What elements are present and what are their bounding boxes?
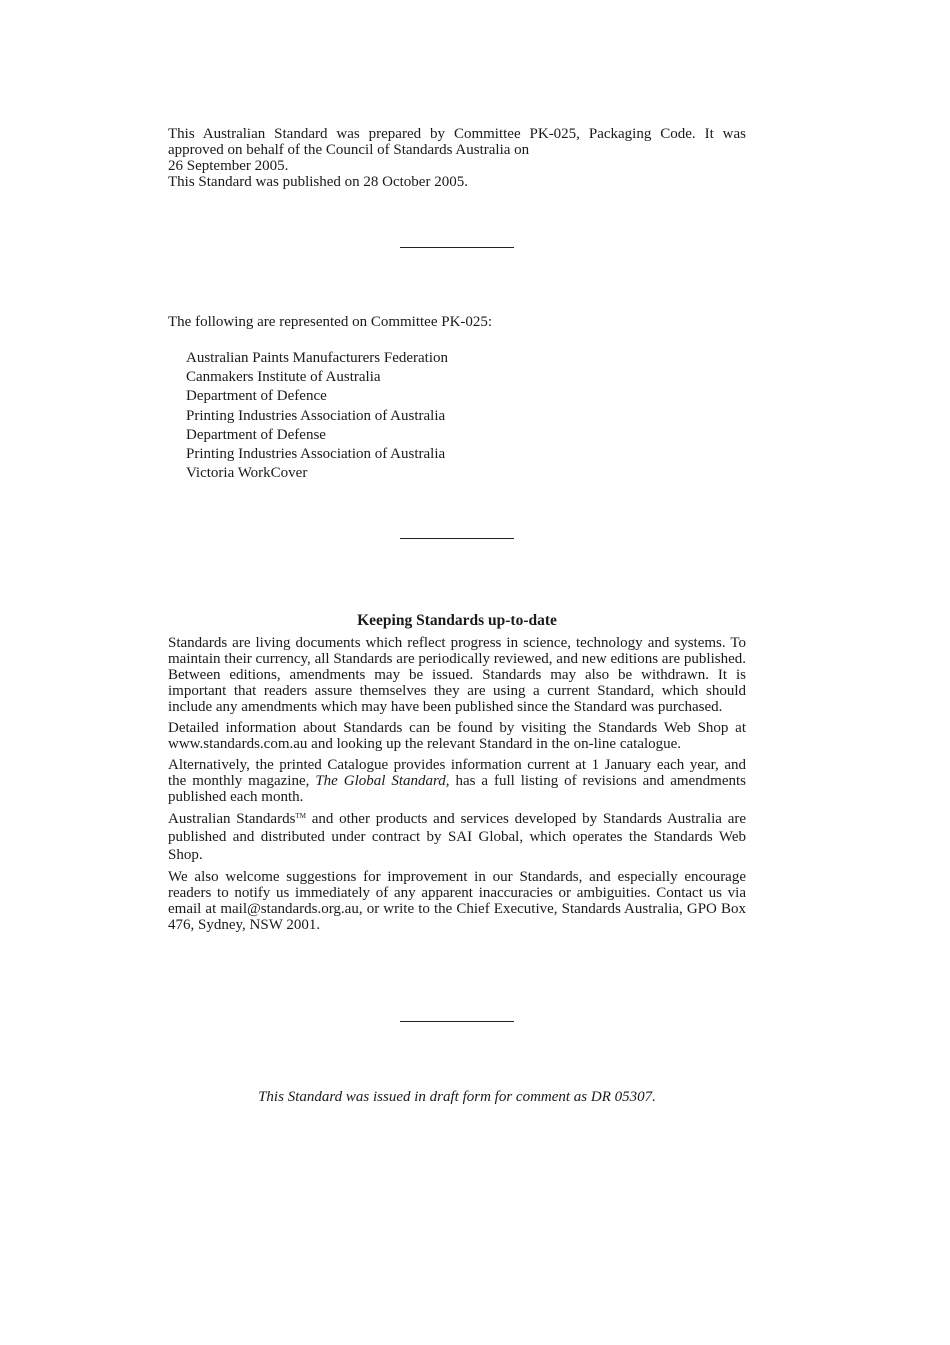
paragraph-text: and other products and services developed by Standards Australia are published and distributed under contract by SAI Global, which operates the Standards Web Shop. [168,811,747,863]
paragraph [168,810,746,864]
paragraph [168,757,746,805]
preparation-line-2: 26 September 2005. [168,158,289,174]
paragraph-text: , has a full listing of revisions and amendments published each month. [168,773,747,805]
magazine-title: The Global Standard [315,773,446,789]
section-heading: Keeping Standards up-to-date [357,612,557,629]
paragraph-text: Australian Standards [168,811,296,827]
committee-member: Printing Industries Association of Australia [186,407,446,424]
paragraph-text: Alternatively, the printed Catalogue provides information current at 1 January each year, and the monthly magazine, [168,757,746,789]
committee-member: Victoria WorkCover [186,465,308,482]
paragraph: Detailed information about Standards can be found by visiting the Standards Web Shop at www.standards.com.au and looking up the relevant Standard in the on-line catalogue. [168,720,746,752]
committee-member: Canmakers Institute of Australia [186,369,381,386]
section-divider [400,1021,514,1022]
section-divider [400,538,514,539]
paragraph: We also welcome suggestions for improvement in our Standards, and especially encourage readers to notify us immediately of any apparent inaccuracies or ambiguities. Contact us via email at mail@standards.org.au, or write to the Chief Executive, Standards Australia, GPO Box 476, Sydney, NSW 2001. [168,869,746,933]
committee-intro: The following are represented on Committee PK-025: [168,314,493,330]
paragraph: Standards are living documents which reflect progress in science, technology and systems. To maintain their currency, all Standards are periodically reviewed, and new editions are published. Between editions, amendments may be issued. Standards may also be withdrawn. It is important that readers assure themselves they are using a current Standard, which should include any amendments which may have been published since the Standard was purchased. [168,635,746,715]
committee-member: Australian Paints Manufacturers Federation [186,350,449,366]
section-divider [400,247,514,248]
committee-member: Department of Defense [186,426,326,443]
keeping-standards-section [168,613,746,938]
preparation-line-3: This Standard was published on 28 October 2005. [168,174,468,190]
committee-member-list [186,349,448,483]
committee-member: Department of Defence [186,388,327,405]
preparation-line-1: This Australian Standard was prepared by Committee PK-025, Packaging Code. It was approved on behalf of the Council of Standards Australia on [168,126,746,158]
preparation-statement [168,126,746,190]
trademark-symbol: TM [295,812,306,820]
committee-member: Printing Industries Association of Australia [186,446,446,463]
draft-note: This Standard was issued in draft form for comment as DR 05307. [258,1089,656,1105]
